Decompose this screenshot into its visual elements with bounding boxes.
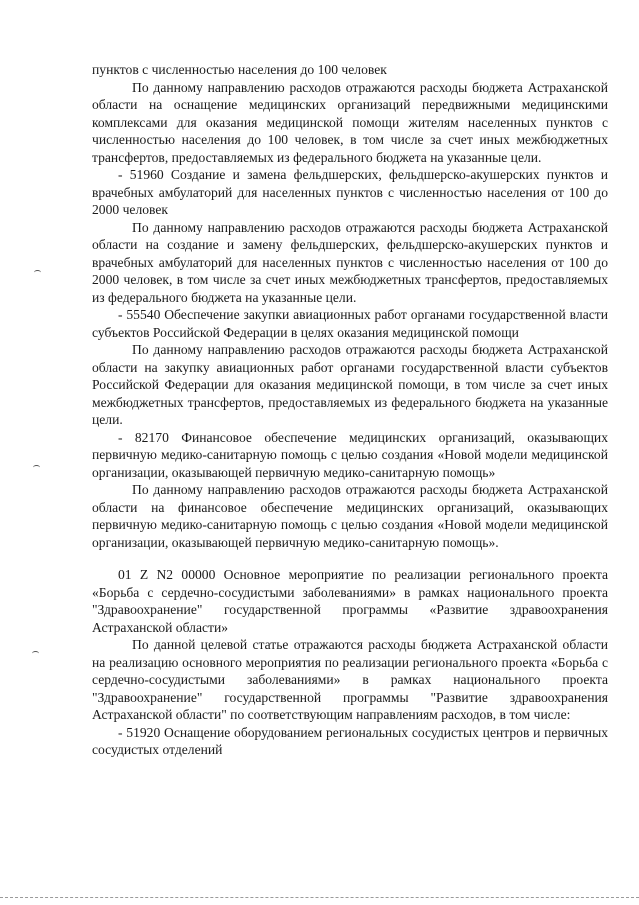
item-51920: - 51920 Оснащение оборудованием региональных сосудистых центров и первичных сосудистых отделений [92,724,608,757]
paragraph-new-model: По данному направлению расходов отражаются расходы бюджета Астраханской области на финансовое обеспечение медицинских организаций, оказывающих первичную медико-санитарную помощь с целью создания «Новой модели медицинской организации, оказывающей первичную медико-санитарную помощь». [92,482,608,550]
paragraph-continuation: пунктов с численностью населения до 100 человек [92,62,387,77]
section-heading-01-z-n2: 01 Z N2 00000 Основное мероприятие по реализации регионального проекта «Борьба с сердечно-сосудистыми заболеваниями» в рамках национального проекта "Здравоохранение" государственной программы «Развитие здравоохранения Астраханской области» [92,567,608,635]
margin-scan-mark [33,465,40,470]
document-page [92,61,608,759]
paragraph-fap-creation: По данному направлению расходов отражаются расходы бюджета Астраханской области на создание и замену фельдшерских, фельдшерско-акушерских пунктов и врачебных амбулаторий для населенных пунктов с численностью населения от 100 до 2000 человек, в том числе за счет иных межбюджетных трансфертов, предоставляемых из федерального бюджета на указанные цели. [92,219,608,305]
paragraph-mobile-complexes: По данному направлению расходов отражаются расходы бюджета Астраханской области на оснащение медицинских организаций передвижными медицинскими комплексами для оказания медицинской помощи жителям населенных пунктов с численностью населения до 100 человек, в том числе за счет иных межбюджетных трансфертов, предоставляемых из федерального бюджета на указанные цели. [92,79,608,165]
paragraph-target-article: По данной целевой статье отражаются расходы бюджета Астраханской области на реализацию основного мероприятия по реализации регионального проекта «Борьба с сердечно-сосудистыми заболеваниями» в рамках национального проекта "Здравоохранение" государственной программы "Развитие здравоохранения Астраханской области" по соответствующим направлениям расходов, в том числе: [92,637,608,722]
item-51960: - 51960 Создание и замена фельдшерских, фельдшерско-акушерских пунктов и врачебных амбулаторий для населенных пунктов с численностью населения от 100 до 2000 человек [92,167,608,217]
page-bottom-edge-line [0,897,639,898]
paragraph-aviation-works: По данному направлению расходов отражаются расходы бюджета Астраханской области на закупку авиационных работ органами государственной власти субъектов Российской Федерации для оказания медицинской помощи, в том числе за счет иных межбюджетных трансфертов, предоставляемых из федерального бюджета на указанные цели. [92,342,608,427]
item-82170: - 82170 Финансовое обеспечение медицинских организаций, оказывающих первичную медико-санитарную помощь с целью создания «Новой модели медицинской организации, оказывающей первичную медико-санитарную помощь» [92,429,608,480]
margin-scan-mark [32,651,39,656]
margin-scan-mark [34,270,41,275]
item-55540: - 55540 Обеспечение закупки авиационных работ органами государственной власти субъектов Российской Федерации в целях оказания медицинской помощи [92,307,608,340]
